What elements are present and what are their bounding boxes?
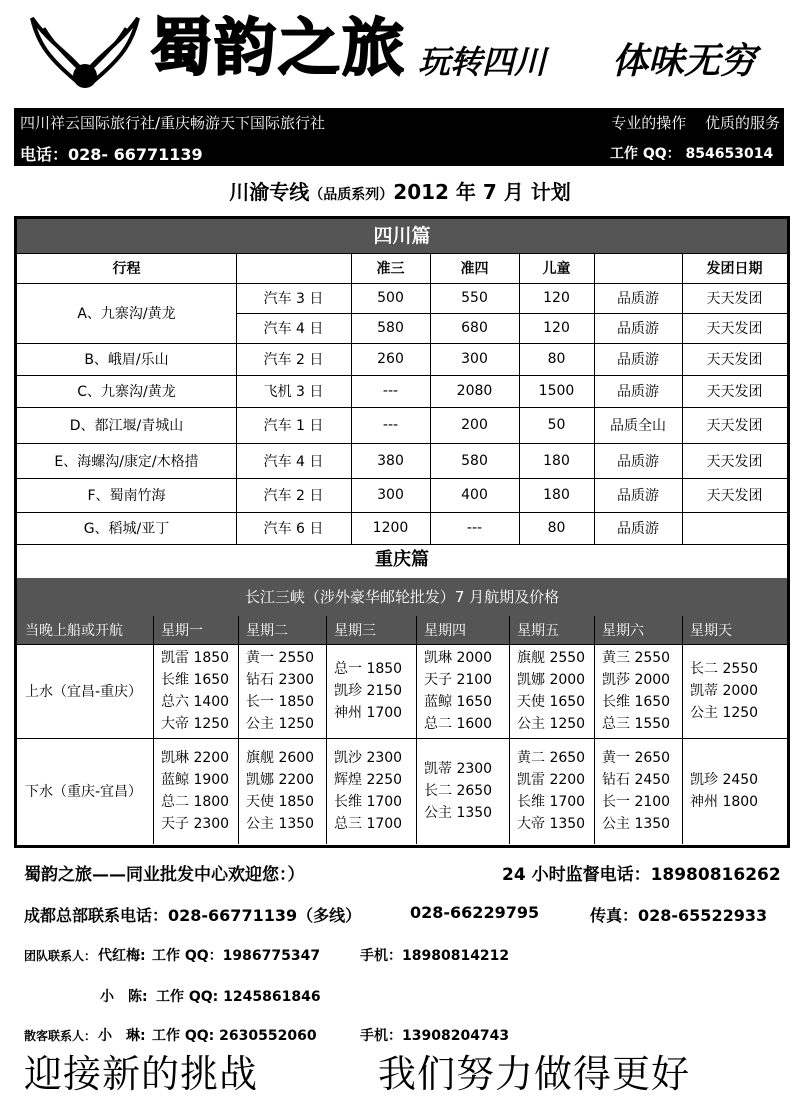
downstream-day-cell (690, 738, 785, 844)
cruise-price: 凯沙 2300 (334, 750, 403, 766)
cruise-price: 长二 2550 (690, 661, 759, 677)
cruise-price: 长一 1850 (246, 694, 315, 710)
table-rule (682, 616, 683, 844)
cruise-price: 黄一 2650 (602, 750, 671, 766)
cruise-price: 大帝 1350 (517, 816, 586, 832)
table-header-cell: 准三 (376, 261, 405, 277)
table-header-cell: 儿童 (542, 261, 571, 277)
tour-type: 品质全山 (610, 418, 666, 434)
cruise-header-cell: 星期五 (517, 623, 559, 639)
plan-title: 川渝专线（品质系列）2012 年 7 月 计划 (229, 180, 571, 204)
fax-number: 传真：028-65522933 (590, 906, 768, 925)
table-header-cell: 准四 (460, 261, 489, 277)
cruise-header-cell: 星期六 (602, 623, 644, 639)
price-child: 80 (547, 520, 566, 536)
contact2-name: 小 陈: (100, 989, 148, 1005)
cruise-price: 钻石 2300 (246, 672, 315, 688)
table-header-cell: 行程 (112, 261, 141, 277)
departure-date (682, 512, 787, 544)
cruise-price: 旗舰 2550 (517, 650, 586, 666)
cruise-price: 大帝 1250 (161, 716, 230, 732)
route-name: E、海螺沟/康定/木格措 (54, 453, 199, 470)
table-rule (238, 616, 239, 844)
hq-phone-2: 028-66229795 (410, 903, 540, 922)
cruise-price: 公主 1250 (690, 705, 759, 721)
upstream-day-cell (602, 644, 680, 738)
trip-duration: 汽车 3 日 (263, 291, 324, 307)
route-name: D、都江堰/青城山 (69, 418, 184, 434)
trip-duration: 汽车 2 日 (263, 352, 324, 368)
downstream-day-cell (517, 738, 592, 844)
trip-duration: 汽车 6 日 (263, 521, 324, 537)
tour-type: 品质游 (617, 352, 659, 368)
table-rule (594, 616, 595, 844)
agency-names: 四川祥云国际旅行社/重庆畅游天下国际旅行社 (20, 114, 326, 132)
cruise-header-cell: 星期四 (424, 623, 466, 639)
price-zhun3: 500 (377, 290, 404, 306)
cruise-price: 黄二 2650 (517, 750, 586, 766)
cruise-header-cell: 星期二 (246, 623, 288, 639)
departure-date: 天天发团 (706, 291, 763, 307)
route-name: C、九寨沟/黄龙 (77, 384, 176, 400)
winged-logo (30, 14, 140, 92)
cruise-header-cell: 星期一 (161, 623, 203, 639)
cruise-header-cell: 星期三 (334, 623, 376, 639)
price-zhun3: --- (382, 417, 399, 433)
cruise-price: 长维 1650 (161, 672, 230, 688)
price-zhun3: 380 (377, 452, 404, 469)
cruise-price: 旗舰 2600 (246, 750, 315, 766)
cruise-price: 天子 2100 (424, 672, 493, 688)
cruise-price: 总二 1800 (161, 794, 230, 810)
cruise-price: 长维 1700 (517, 794, 586, 810)
upstream-day-cell (690, 644, 785, 738)
tour-type: 品质游 (617, 488, 659, 504)
cruise-price: 凯娜 2000 (517, 672, 586, 688)
price-zhun3: 1200 (372, 520, 409, 536)
cruise-price: 凯莎 2000 (602, 672, 671, 688)
departure-date: 天天发团 (706, 352, 763, 368)
cruise-price: 总三 1550 (602, 716, 671, 732)
price-zhun3: 300 (377, 487, 404, 503)
downstream-day-cell (424, 738, 507, 844)
individual-contact-mobile: 手机：13908204743 (360, 1028, 510, 1044)
cruise-price: 公主 1250 (246, 716, 315, 732)
cruise-price: 辉煌 2250 (334, 772, 403, 788)
table-rule (153, 616, 154, 844)
cruise-price: 神州 1700 (334, 705, 403, 721)
price-zhun3: 580 (377, 320, 404, 336)
cruise-price: 公主 1350 (246, 816, 315, 832)
cruise-header-cell: 当晚上船或开航 (25, 623, 123, 639)
cruise-price: 凯珍 2150 (334, 683, 403, 699)
cruise-price: 凯蒂 2300 (424, 761, 493, 777)
individual-contact-label: 散客联系人： (24, 1029, 97, 1043)
trip-duration: 飞机 3 日 (263, 384, 324, 400)
tour-type: 品质游 (617, 321, 659, 337)
table-header-cell (594, 253, 682, 283)
team-contact-qq: 工作 QQ：1986775347 (152, 948, 321, 964)
price-child: 80 (547, 351, 566, 367)
price-child: 50 (547, 417, 566, 433)
cruise-price: 凯雷 1850 (161, 650, 230, 666)
trip-duration: 汽车 2 日 (263, 488, 324, 504)
price-zhun4: 400 (461, 487, 488, 503)
cruise-price: 凯雷 2200 (517, 772, 586, 788)
route-name: F、蜀南竹海 (87, 488, 166, 504)
service-tagline: 专业的操作 优质的服务 (611, 114, 780, 132)
individual-contact-qq: 工作 QQ: 2630552060 (152, 1028, 317, 1044)
cruise-price: 天使 1650 (517, 694, 586, 710)
tour-type: 品质游 (617, 291, 659, 307)
agency-phone: 电话：028- 66771139 (20, 145, 203, 164)
cruise-price: 凯琳 2200 (161, 750, 230, 766)
table-rule (326, 616, 327, 844)
departure-date: 天天发团 (706, 384, 763, 400)
price-zhun4: 550 (461, 290, 488, 306)
cruise-price: 黄三 2550 (602, 650, 671, 666)
price-child: 120 (543, 320, 570, 336)
price-zhun4: 580 (461, 452, 488, 469)
cruise-price: 公主 1250 (517, 716, 586, 732)
price-zhun3: --- (382, 383, 399, 399)
upstream-day-cell (517, 644, 592, 738)
price-zhun4: 200 (461, 417, 488, 433)
downstream-day-cell (334, 738, 414, 844)
route-name: G、稻城/亚丁 (83, 521, 170, 537)
motto-right: 我们努力做得更好 (378, 1052, 691, 1096)
cruise-price: 长二 2650 (424, 783, 493, 799)
departure-date: 天天发团 (706, 488, 763, 504)
tour-type: 品质游 (617, 384, 659, 400)
slogan-left: 玩转四川 (418, 43, 547, 81)
cruise-price: 凯珍 2450 (690, 772, 759, 788)
downstream-day-cell (602, 738, 680, 844)
downstream-label: 下水（重庆-宜昌） (25, 784, 143, 800)
table-rule (17, 253, 787, 254)
trip-duration: 汽车 4 日 (263, 453, 324, 470)
cruise-price: 公主 1350 (602, 816, 671, 832)
cruise-price: 凯娜 2200 (246, 772, 315, 788)
upstream-day-cell (334, 644, 414, 738)
cruise-price: 黄一 2550 (246, 650, 315, 666)
upstream-day-cell (161, 644, 236, 738)
cruise-price: 长维 1700 (334, 794, 403, 810)
wings-icon (30, 14, 140, 92)
contact2-qq: 工作 QQ: 1245861846 (156, 989, 321, 1005)
cruise-price: 神州 1800 (690, 794, 759, 810)
cruise-price: 蓝鲸 1900 (161, 772, 230, 788)
chongqing-section-title: 重庆篇 (375, 549, 429, 570)
price-zhun3: 260 (377, 351, 404, 367)
cruise-price: 长一 2100 (602, 794, 671, 810)
cruise-price: 天使 1850 (246, 794, 315, 810)
hotline: 24 小时监督电话：18980816262 (502, 865, 781, 885)
departure-date: 天天发团 (706, 418, 763, 434)
individual-contact-name: 小 琳: (98, 1028, 146, 1044)
team-contact-label: 团队联系人： (24, 949, 97, 963)
cruise-price: 总三 1700 (334, 816, 403, 832)
cruise-price: 总六 1400 (161, 694, 230, 710)
route-name: B、峨眉/乐山 (84, 352, 169, 368)
team-contact-mobile: 手机：18980814212 (360, 948, 510, 964)
agency-qq: 工作 QQ： 854653014 (610, 146, 774, 162)
team-contact-name: 代红梅: (98, 948, 146, 964)
table-header-cell: 发团日期 (706, 261, 763, 277)
cruise-price: 总二 1600 (424, 716, 493, 732)
departure-date: 天天发团 (706, 321, 763, 337)
slogan-right: 体味无穷 (612, 41, 757, 82)
table-rule (416, 616, 417, 844)
cruise-price: 长维 1650 (602, 694, 671, 710)
brand-title: 蜀韵之旅 (150, 11, 407, 84)
upstream-day-cell (246, 644, 324, 738)
hq-phone: 成都总部联系电话：028-66771139（多线） (24, 906, 362, 925)
cruise-price: 天子 2300 (161, 816, 230, 832)
price-child: 1500 (538, 383, 575, 399)
price-child: 180 (543, 452, 570, 469)
trip-duration: 汽车 1 日 (263, 418, 324, 434)
welcome-text: 蜀韵之旅——同业批发中心欢迎您：） (24, 865, 305, 885)
tour-type: 品质游 (617, 521, 659, 537)
table-rule (509, 616, 510, 844)
cruise-price: 蓝鲸 1650 (424, 694, 493, 710)
price-child: 180 (543, 487, 570, 503)
downstream-day-cell (246, 738, 324, 844)
price-zhun4: 300 (461, 351, 488, 367)
departure-date: 天天发团 (706, 453, 763, 470)
motto-left: 迎接新的挑战 (24, 1052, 259, 1096)
price-zhun4: --- (466, 520, 483, 536)
price-zhun4: 2080 (456, 383, 493, 399)
route-name: A、九寨沟/黄龙 (77, 306, 176, 322)
upstream-label: 上水（宜昌-重庆） (25, 684, 143, 700)
price-zhun4: 680 (461, 320, 488, 336)
price-child: 120 (543, 290, 570, 306)
sichuan-section-title: 四川篇 (17, 219, 787, 253)
cruise-price: 凯琳 2000 (424, 650, 493, 666)
table-header-cell (236, 253, 351, 283)
trip-duration: 汽车 4 日 (263, 321, 324, 337)
downstream-day-cell (161, 738, 236, 844)
cruise-price: 钻石 2450 (602, 772, 671, 788)
tour-type: 品质游 (617, 453, 659, 470)
agency-info-bar (14, 108, 784, 166)
cruise-price: 公主 1350 (424, 805, 493, 821)
cruise-subtitle: 长江三峡（涉外豪华邮轮批发）7 月航期及价格 (17, 578, 787, 616)
cruise-price: 凯蒂 2000 (690, 683, 759, 699)
cruise-price: 总一 1850 (334, 661, 403, 677)
upstream-day-cell (424, 644, 507, 738)
cruise-header-cell: 星期天 (690, 623, 732, 639)
